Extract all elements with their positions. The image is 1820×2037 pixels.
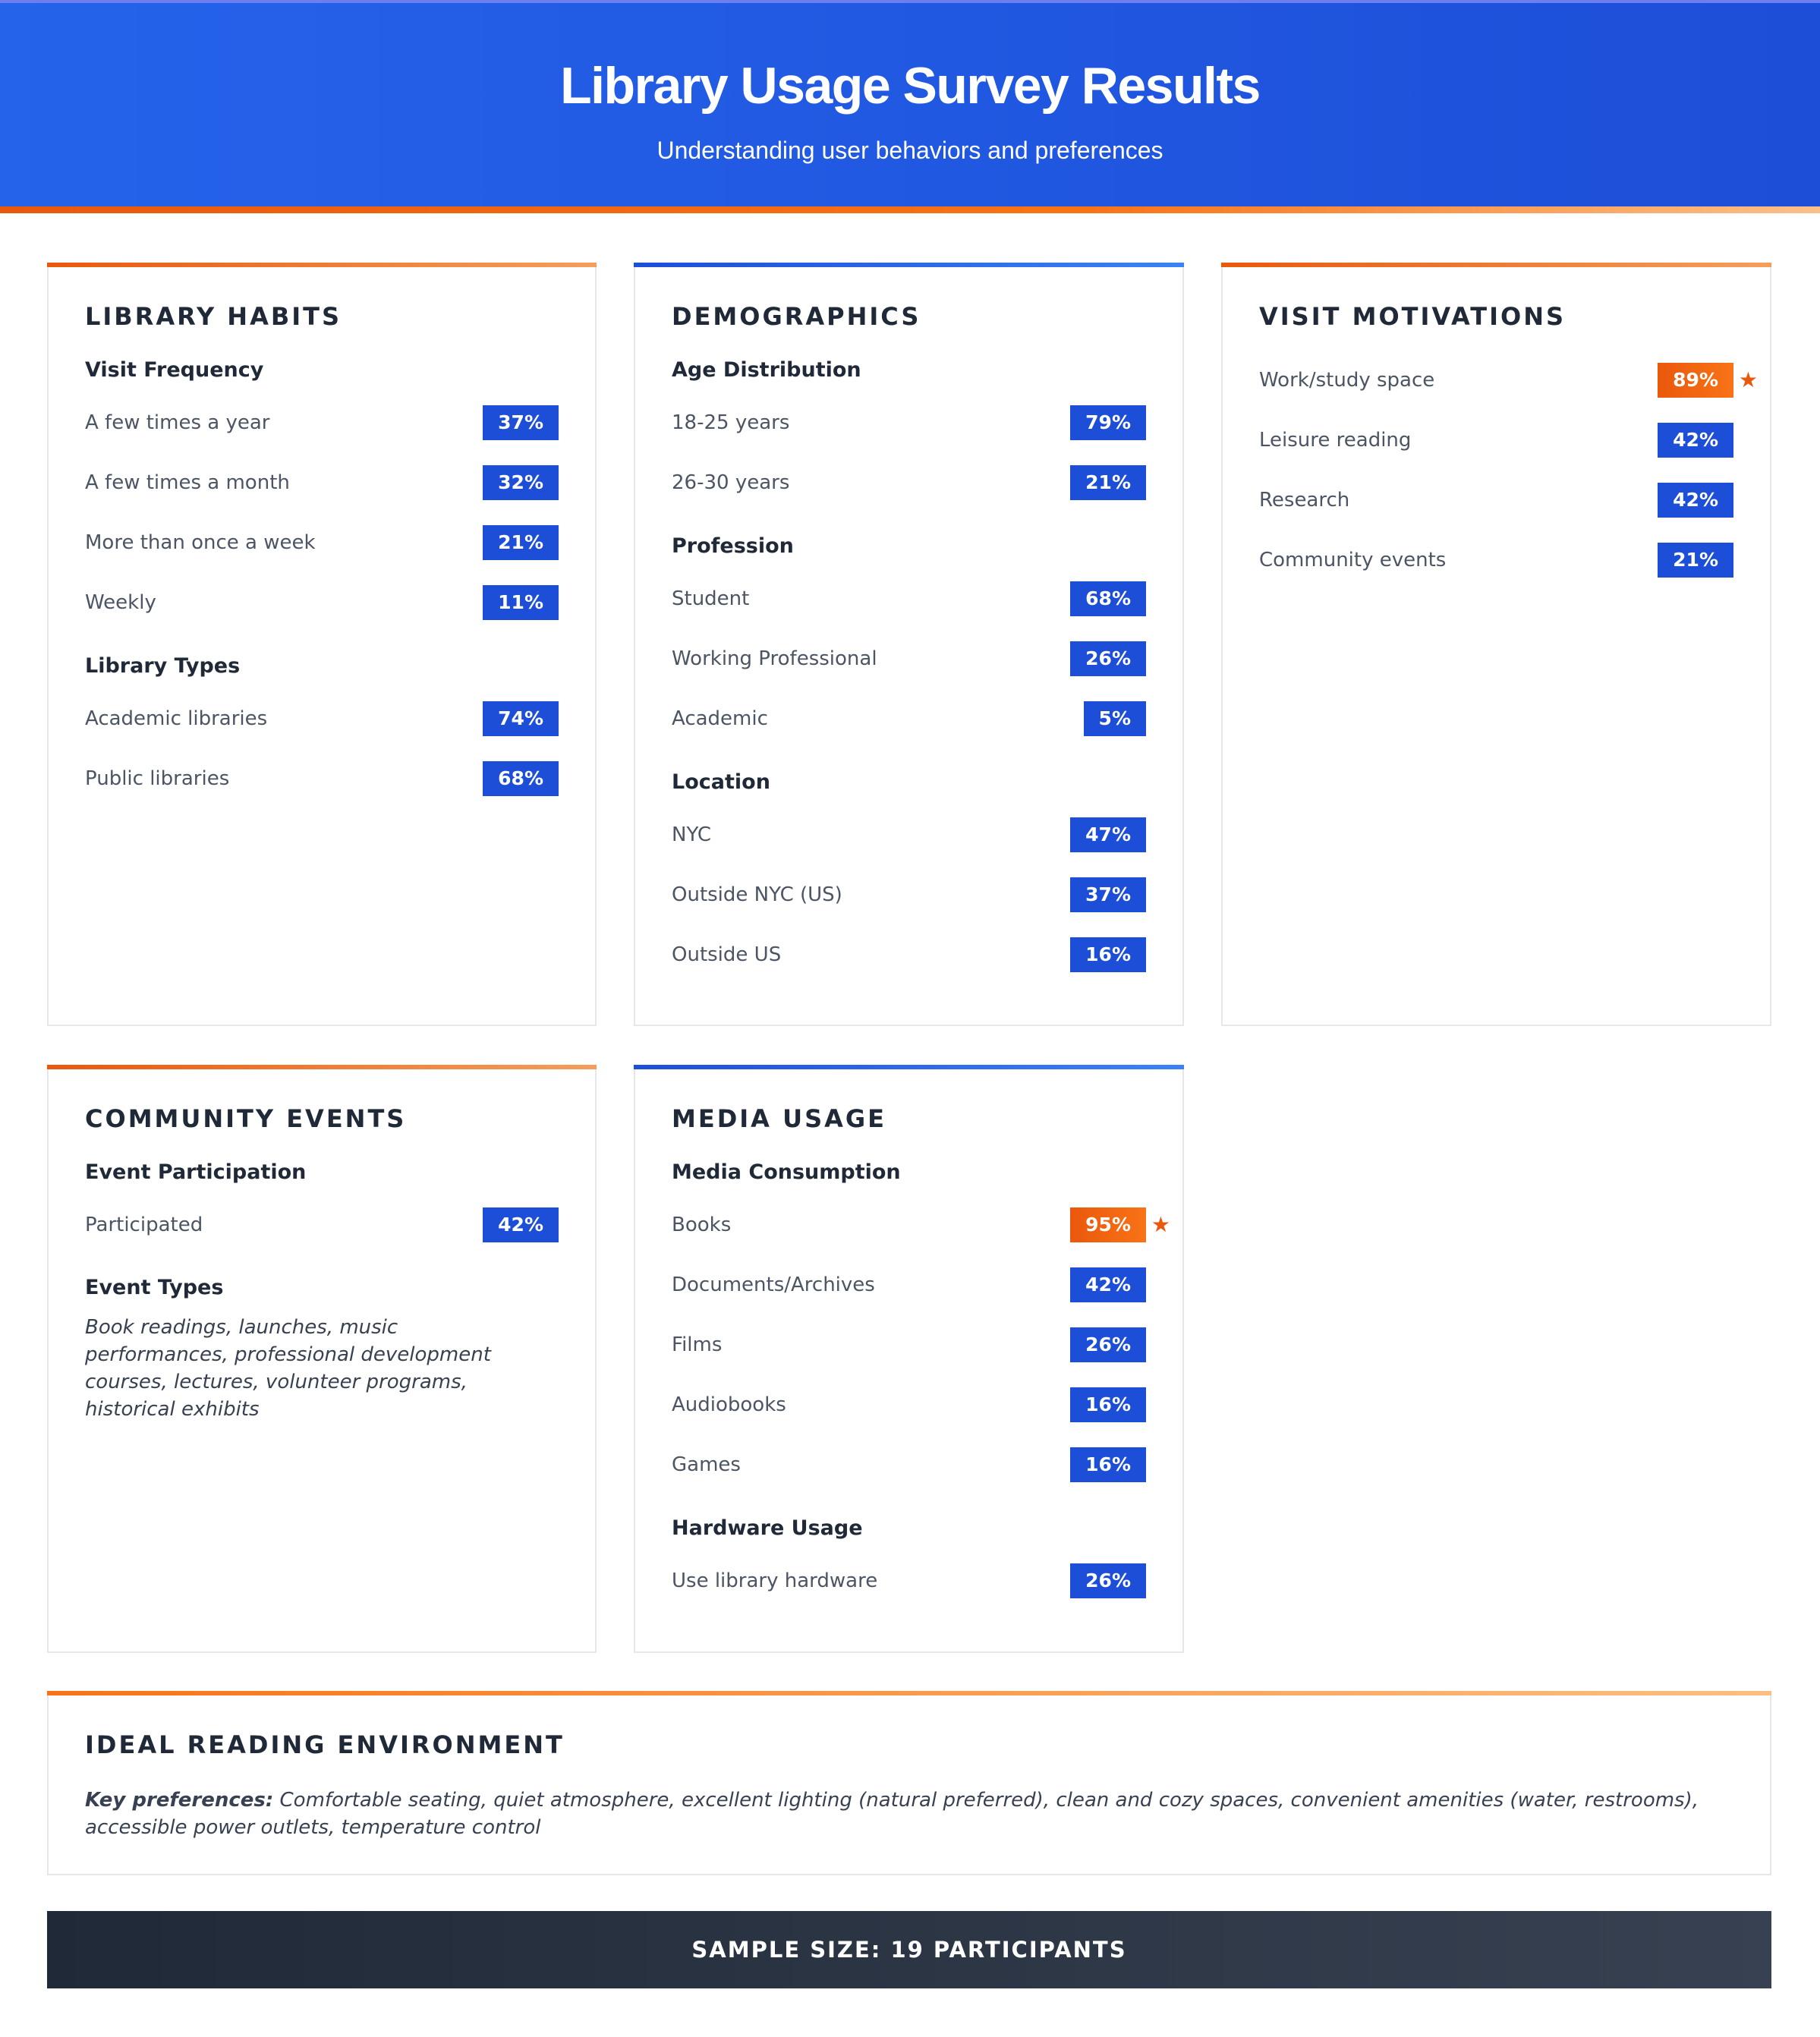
event-types-text: Book readings, launches, music performances, professional development courses, lectures, volunteer programs, historical exhibits <box>85 1316 491 1421</box>
percent-badge-highlight: 95% <box>1070 1207 1146 1242</box>
star-icon: ★ <box>1151 1212 1170 1237</box>
row-label: NYC <box>672 823 712 846</box>
page-title: Library Usage Survey Results <box>560 57 1260 115</box>
percent-badge: 68% <box>1070 581 1146 616</box>
row-label: Outside US <box>672 943 782 966</box>
environment-body: Comfortable seating, quiet atmosphere, excellent lighting (natural preferred), clean and cozy spaces, convenient amenities (water, restrooms), accessible power outlets, temperature control <box>85 1789 1699 1839</box>
row-label: 18-25 years <box>672 411 790 434</box>
section-heading: Age Distribution <box>672 358 861 382</box>
percent-badge: 37% <box>483 405 559 440</box>
row-label: Use library hardware <box>672 1569 878 1592</box>
percent-badge: 32% <box>483 465 559 500</box>
row-label: More than once a week <box>85 531 316 554</box>
row-label: Research <box>1259 489 1350 512</box>
card-media-usage <box>634 1065 1184 1653</box>
row-label: 26-30 years <box>672 471 790 494</box>
sample-size-footer: SAMPLE SIZE: 19 PARTICIPANTS <box>47 1911 1771 1988</box>
section-heading: Profession <box>672 534 794 558</box>
row-label: Audiobooks <box>672 1393 786 1416</box>
percent-badge: 79% <box>1070 405 1146 440</box>
row-label: Public libraries <box>85 767 230 790</box>
row-label: Working Professional <box>672 647 877 670</box>
row-label: Games <box>672 1453 741 1476</box>
card-title: LIBRARY HABITS <box>85 302 342 331</box>
percent-badge: 16% <box>1070 1447 1146 1482</box>
page-header <box>0 0 1820 206</box>
row-label: A few times a month <box>85 471 290 494</box>
row-label: Leisure reading <box>1259 429 1412 452</box>
percent-badge: 11% <box>483 585 559 620</box>
card-title: DEMOGRAPHICS <box>672 302 921 331</box>
row-label: Work/study space <box>1259 369 1435 392</box>
card-title: MEDIA USAGE <box>672 1104 886 1133</box>
row-label: Documents/Archives <box>672 1274 875 1296</box>
environment-lead: Key preferences: <box>85 1789 274 1812</box>
percent-badge: 74% <box>483 701 559 736</box>
card-visit-motivations <box>1221 263 1771 1026</box>
star-icon: ★ <box>1738 367 1758 392</box>
percent-badge: 26% <box>1070 1327 1146 1362</box>
section-heading: Event Participation <box>85 1160 307 1184</box>
row-label: Student <box>672 587 750 610</box>
card-title: VISIT MOTIVATIONS <box>1259 302 1567 331</box>
row-label: Films <box>672 1333 723 1356</box>
section-heading: Library Types <box>85 654 241 678</box>
percent-badge: 5% <box>1084 701 1146 736</box>
percent-badge: 21% <box>1070 465 1146 500</box>
section-heading: Hardware Usage <box>672 1516 863 1540</box>
section-heading: Visit Frequency <box>85 358 264 382</box>
card-community-events <box>47 1065 597 1653</box>
row-label: Participated <box>85 1214 203 1236</box>
row-label: Community events <box>1259 549 1447 571</box>
percent-badge: 68% <box>483 761 559 796</box>
row-label: Outside NYC (US) <box>672 883 842 906</box>
percent-badge: 37% <box>1070 877 1146 912</box>
environment-text <box>85 1787 1733 1841</box>
row-label: Academic libraries <box>85 707 268 730</box>
percent-badge: 16% <box>1070 1387 1146 1422</box>
percent-badge-highlight: 89% <box>1658 363 1733 398</box>
row-label: Academic <box>672 707 768 730</box>
row-label: Books <box>672 1214 732 1236</box>
percent-badge: 21% <box>483 525 559 560</box>
percent-badge: 21% <box>1658 543 1733 578</box>
header-accent-bar <box>0 206 1820 213</box>
card-title: COMMUNITY EVENTS <box>85 1104 407 1133</box>
card-ideal-reading-environment <box>47 1691 1771 1875</box>
percent-badge: 42% <box>483 1207 559 1242</box>
percent-badge: 26% <box>1070 1563 1146 1598</box>
card-library-habits <box>47 263 597 1026</box>
card-title: IDEAL READING ENVIRONMENT <box>85 1730 565 1759</box>
percent-badge: 42% <box>1070 1267 1146 1302</box>
row-label: A few times a year <box>85 411 270 434</box>
percent-badge: 42% <box>1658 423 1733 458</box>
section-heading: Media Consumption <box>672 1160 901 1184</box>
section-heading: Event Types <box>85 1276 224 1299</box>
page-subtitle: Understanding user behaviors and preferences <box>657 137 1163 164</box>
card-demographics <box>634 263 1184 1026</box>
percent-badge: 42% <box>1658 483 1733 518</box>
row-label: Weekly <box>85 591 156 614</box>
percent-badge: 16% <box>1070 937 1146 972</box>
percent-badge: 47% <box>1070 817 1146 852</box>
percent-badge: 26% <box>1070 641 1146 676</box>
section-heading: Location <box>672 770 770 794</box>
